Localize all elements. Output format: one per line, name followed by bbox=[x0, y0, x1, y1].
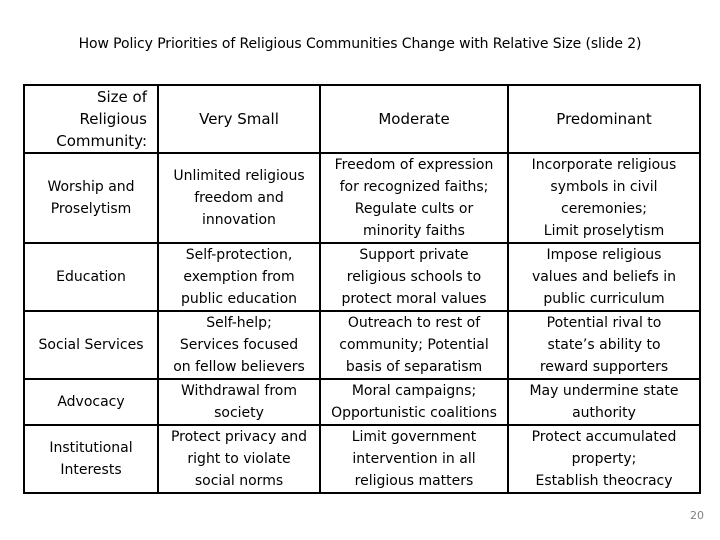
cell-line: reward supporters bbox=[539, 359, 669, 375]
cell-line: religious matters bbox=[354, 473, 474, 489]
row-label bbox=[24, 379, 158, 425]
cell-line: religious schools to bbox=[346, 269, 482, 285]
table-cell-moderate bbox=[320, 379, 508, 425]
table-cell-very-small bbox=[158, 379, 320, 425]
cell-line: Limit proselytism bbox=[543, 223, 665, 239]
column-header-very-small: Very Small bbox=[158, 85, 320, 153]
table-cell-very-small bbox=[158, 243, 320, 311]
cell-line: May undermine state bbox=[529, 383, 679, 399]
row-label-line: Social Services bbox=[38, 337, 144, 353]
cell-line: protect moral values bbox=[341, 291, 487, 307]
table-cell-very-small bbox=[158, 311, 320, 379]
cell-line: Incorporate religious bbox=[531, 157, 677, 173]
table-row-education bbox=[24, 243, 700, 311]
table-row-worship-and-proselytism bbox=[24, 153, 700, 243]
cell-line: public education bbox=[180, 291, 298, 307]
table-row-institutional-interests bbox=[24, 425, 700, 493]
page-number: 20 bbox=[690, 509, 704, 522]
cell-line: Protect accumulated bbox=[531, 429, 677, 445]
cell-line: Freedom of expression bbox=[334, 157, 494, 173]
row-label bbox=[24, 425, 158, 493]
cell-line: Limit government bbox=[351, 429, 477, 445]
cell-line: basis of separatism bbox=[345, 359, 483, 375]
column-header-predominant: Predominant bbox=[508, 85, 700, 153]
row-label-line: Interests bbox=[60, 462, 122, 478]
cell-line: Outreach to rest of bbox=[347, 315, 481, 331]
cell-line: social norms bbox=[194, 473, 284, 489]
cell-line: right to violate bbox=[187, 451, 291, 467]
corner-header-line: Community: bbox=[56, 132, 147, 150]
corner-header bbox=[24, 85, 158, 153]
cell-line: Services focused bbox=[179, 337, 299, 353]
cell-line: Establish theocracy bbox=[535, 473, 673, 489]
cell-line: values and beliefs in bbox=[531, 269, 677, 285]
cell-line: symbols in civil bbox=[550, 179, 658, 195]
cell-line: Opportunistic coalitions bbox=[331, 405, 497, 421]
cell-line: on fellow believers bbox=[173, 359, 305, 375]
cell-line: minority faiths bbox=[363, 223, 465, 239]
table-cell-predominant bbox=[508, 243, 700, 311]
row-label-line: Proselytism bbox=[50, 201, 132, 217]
table-cell-predominant bbox=[508, 379, 700, 425]
cell-line: Potential rival to bbox=[546, 315, 662, 331]
cell-line: ceremonies; bbox=[561, 201, 647, 217]
table-row-advocacy bbox=[24, 379, 700, 425]
cell-line: Self-help; bbox=[206, 315, 272, 331]
cell-line: Unlimited religious bbox=[173, 168, 305, 184]
corner-header-line: Size of Religious bbox=[79, 88, 147, 128]
column-header-moderate: Moderate bbox=[320, 85, 508, 153]
header-row bbox=[24, 85, 700, 153]
row-label bbox=[24, 153, 158, 243]
cell-line: public curriculum bbox=[543, 291, 665, 307]
policy-priorities-table bbox=[23, 84, 701, 494]
cell-line: authority bbox=[572, 405, 636, 421]
table-cell-very-small bbox=[158, 425, 320, 493]
table-cell-predominant bbox=[508, 425, 700, 493]
cell-line: innovation bbox=[202, 212, 276, 228]
cell-line: community; Potential bbox=[339, 337, 489, 353]
row-label bbox=[24, 311, 158, 379]
cell-line: for recognized faiths; bbox=[339, 179, 489, 195]
table-cell-predominant bbox=[508, 153, 700, 243]
cell-line: society bbox=[214, 405, 264, 421]
cell-line: property; bbox=[571, 451, 637, 467]
cell-line: Support private bbox=[359, 247, 469, 263]
table-cell-moderate bbox=[320, 425, 508, 493]
cell-line: state’s ability to bbox=[547, 337, 661, 353]
cell-line: Self-protection, bbox=[185, 247, 293, 263]
cell-line: Impose religious bbox=[546, 247, 662, 263]
slide-title: How Policy Priorities of Religious Communities Change with Relative Size (slide 2) bbox=[78, 36, 642, 52]
table-cell-moderate bbox=[320, 311, 508, 379]
cell-line: intervention in all bbox=[352, 451, 476, 467]
cell-line: Protect privacy and bbox=[170, 429, 308, 445]
table-cell-moderate bbox=[320, 243, 508, 311]
cell-line: Regulate cults or bbox=[354, 201, 474, 217]
cell-line: freedom and bbox=[194, 190, 284, 206]
row-label-line: Advocacy bbox=[57, 394, 125, 410]
table-row-social-services bbox=[24, 311, 700, 379]
row-label-line: Education bbox=[56, 269, 126, 285]
cell-line: Withdrawal from bbox=[181, 383, 297, 399]
cell-line: exemption from bbox=[183, 269, 295, 285]
table-cell-moderate bbox=[320, 153, 508, 243]
row-label bbox=[24, 243, 158, 311]
row-label-line: Institutional bbox=[49, 440, 133, 456]
table-cell-predominant bbox=[508, 311, 700, 379]
cell-line: Moral campaigns; bbox=[351, 383, 477, 399]
table-cell-very-small bbox=[158, 153, 320, 243]
row-label-line: Worship and bbox=[47, 179, 135, 195]
